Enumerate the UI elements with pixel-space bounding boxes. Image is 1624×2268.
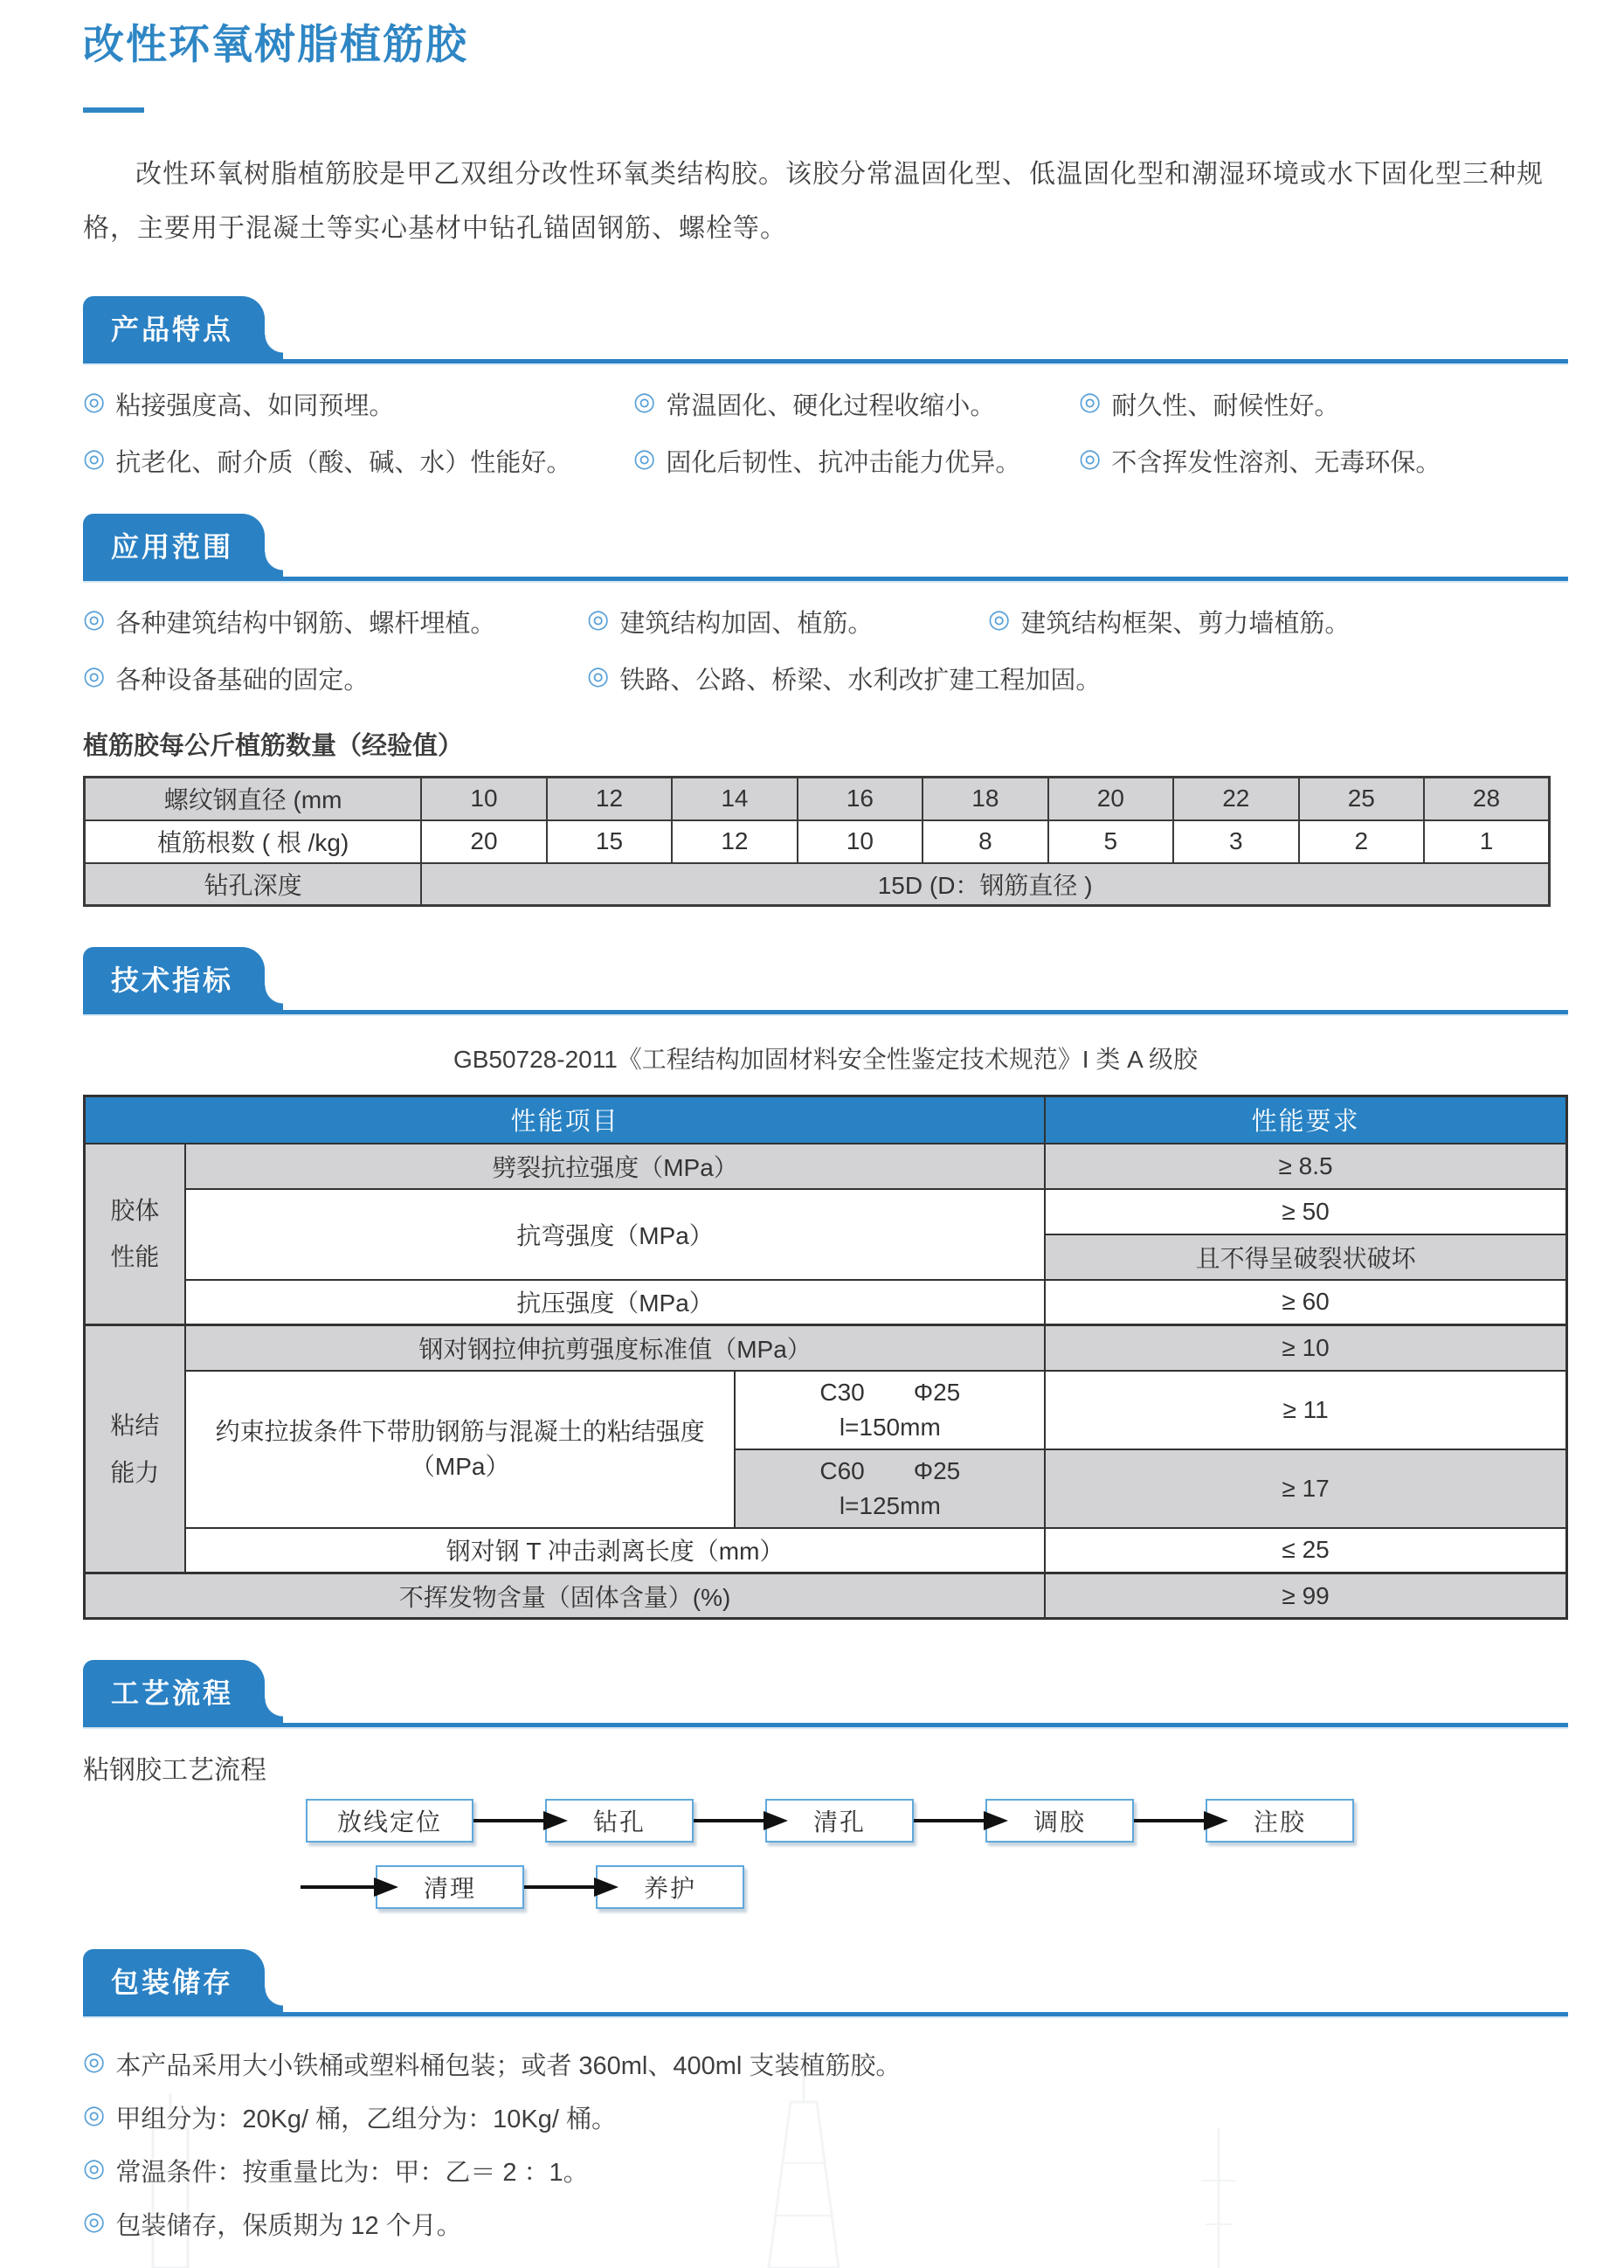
bullet-icon: ◎ xyxy=(587,605,610,633)
feature-text: 固化后韧性、抗冲击能力优异。 xyxy=(666,449,1021,477)
spec-item: 劈裂抗拉强度（MPa） xyxy=(185,1144,1045,1189)
diameter-cell: 14 xyxy=(672,778,797,820)
specs-table xyxy=(83,1095,1568,1620)
arrow-right-icon xyxy=(473,1819,545,1822)
bullet-icon: ◎ xyxy=(83,2048,106,2076)
diameter-cell: 12 xyxy=(547,778,672,820)
process-subtitle: 粘钢胶工艺流程 xyxy=(83,1756,266,1785)
spec-item: 钢对钢 T 冲击剥离长度（mm） xyxy=(185,1528,1045,1573)
bullet-icon: ◎ xyxy=(633,445,656,473)
arrow-right-icon xyxy=(914,1819,985,1822)
diameter-cell: 16 xyxy=(798,778,923,820)
spec-req: ≥ 10 xyxy=(1045,1325,1566,1371)
section-features xyxy=(83,296,1568,479)
count-cell: 8 xyxy=(923,820,1047,863)
bullet-icon: ◎ xyxy=(988,605,1011,633)
packaging-item xyxy=(83,2099,1568,2135)
rebar-table-caption: 植筋胶每公斤植筋数量（经验值） xyxy=(83,732,464,760)
packaging-text: 甲组分为：20Kg/ 桶，乙组分为：10Kg/ 桶。 xyxy=(115,2106,617,2133)
packaging-heading: 包装储存 xyxy=(111,1967,234,1998)
feature-item xyxy=(633,443,1079,479)
section-process xyxy=(83,1660,1568,1909)
bullet-icon: ◎ xyxy=(83,605,106,633)
table-row xyxy=(85,1573,1567,1619)
page-title: 改性环氧树脂植筋胶 xyxy=(83,21,468,67)
section-packaging xyxy=(83,1949,1568,2242)
applications-rule xyxy=(83,577,1568,581)
spec-item: 抗弯强度（MPa） xyxy=(185,1189,1045,1280)
features-heading: 产品特点 xyxy=(111,314,234,345)
applications-header xyxy=(83,514,1568,581)
feature-item xyxy=(83,386,633,422)
spec-req: ≥ 17 xyxy=(1045,1449,1566,1528)
applications-list xyxy=(83,604,1568,696)
bullet-icon: ◎ xyxy=(587,662,610,690)
count-cell: 12 xyxy=(672,820,797,863)
flow-step: 清理 xyxy=(376,1865,524,1909)
spec-item: 钢对钢拉伸抗剪强度标准值（MPa） xyxy=(185,1325,1045,1371)
depth-value-cell: 15D (D：钢筋直径 ) xyxy=(421,863,1549,906)
section-specs xyxy=(83,947,1568,1620)
diameter-cell: 10 xyxy=(421,778,546,820)
packaging-text: 常温条件：按重量比为：甲：乙＝ 2 ：1。 xyxy=(115,2159,589,2187)
count-cell: 20 xyxy=(421,820,546,863)
packaging-list xyxy=(83,2046,1568,2242)
count-cell: 5 xyxy=(1048,820,1173,863)
feature-text: 抗老化、耐介质（酸、碱、水）性能好。 xyxy=(115,449,572,477)
depth-label-cell: 钻孔深度 xyxy=(85,863,422,906)
specs-heading: 技术指标 xyxy=(111,965,234,996)
count-cell: 3 xyxy=(1173,820,1298,863)
bullet-icon: ◎ xyxy=(1079,388,1102,416)
spec-condition: C60 Φ25 l=125mm xyxy=(735,1449,1045,1528)
group-label-bond: 粘结能力 xyxy=(85,1325,185,1573)
table-row xyxy=(85,1280,1567,1325)
bullet-icon: ◎ xyxy=(83,445,106,473)
table-row xyxy=(85,1528,1567,1573)
col-header-item: 性能项目 xyxy=(85,1096,1046,1144)
flow-step: 清孔 xyxy=(765,1799,914,1843)
application-item xyxy=(587,604,988,640)
arrow-right-icon xyxy=(694,1819,765,1822)
rebar-table xyxy=(83,776,1551,907)
table-row xyxy=(85,1144,1567,1189)
specs-header xyxy=(83,947,1568,1014)
diameter-cell: 18 xyxy=(923,778,1047,820)
table-row xyxy=(85,778,1550,820)
spec-req: ≥ 11 xyxy=(1045,1371,1566,1449)
arrow-right-icon xyxy=(1134,1819,1206,1822)
spec-req: ≤ 25 xyxy=(1045,1528,1566,1573)
feature-text: 粘接强度高、如同预埋。 xyxy=(115,392,395,420)
spec-condition: C30 Φ25 l=150mm xyxy=(735,1371,1045,1449)
intro-paragraph: 改性环氧树脂植筋胶是甲乙双组分改性环氧类结构胶。该胶分常温固化型、低温固化型和潮湿环境或水下固化型三种规格，主要用于混凝土等实心基材中钻孔锚固钢筋、螺栓等。 xyxy=(83,160,1544,243)
section-applications xyxy=(83,514,1568,907)
application-text: 各种设备基础的固定。 xyxy=(115,667,370,695)
table-row xyxy=(85,863,1550,906)
features-tab xyxy=(83,296,265,359)
spec-item: 不挥发物含量（固体含量）(%) xyxy=(85,1573,1046,1619)
table-row xyxy=(85,1096,1567,1144)
packaging-text: 本产品采用大小铁桶或塑料桶包装；或者 360ml、400ml 支装植筋胶。 xyxy=(115,2052,902,2080)
count-label-cell: 植筋根数 ( 根 /kg) xyxy=(85,820,422,863)
group-label-body: 胶体性能 xyxy=(85,1144,185,1325)
spec-req: 且不得呈破裂状破坏 xyxy=(1045,1234,1566,1280)
spec-req: ≥ 50 xyxy=(1045,1189,1566,1234)
count-cell: 15 xyxy=(547,820,672,863)
bullet-icon: ◎ xyxy=(83,2208,106,2236)
flow-row-2 xyxy=(301,1865,1568,1909)
process-rule xyxy=(83,1723,1568,1727)
application-item xyxy=(83,660,587,696)
features-list xyxy=(83,386,1568,479)
feature-item xyxy=(1079,443,1568,479)
packaging-item xyxy=(83,2206,1568,2242)
process-heading: 工艺流程 xyxy=(111,1677,234,1709)
spec-item: 约束拉拔条件下带肋钢筋与混凝土的粘结强度 （MPa） xyxy=(185,1371,736,1528)
feature-item xyxy=(1079,386,1568,422)
applications-tab xyxy=(83,514,265,577)
applications-heading: 应用范围 xyxy=(111,531,234,563)
diameter-label-cell: 螺纹钢直径 (mm xyxy=(85,778,422,820)
bullet-icon: ◎ xyxy=(83,2154,106,2182)
feature-item xyxy=(83,443,633,479)
packaging-item xyxy=(83,2153,1568,2188)
application-item xyxy=(83,604,587,640)
packaging-header xyxy=(83,1949,1568,2016)
feature-item xyxy=(633,386,1079,422)
col-header-req: 性能要求 xyxy=(1045,1096,1566,1144)
diameter-cell: 25 xyxy=(1299,778,1424,820)
count-cell: 1 xyxy=(1424,820,1550,863)
flow-step: 注胶 xyxy=(1206,1799,1354,1843)
specs-tab xyxy=(83,947,265,1010)
application-text: 建筑结构框架、剪力墙植筋。 xyxy=(1020,610,1351,638)
feature-text: 不含挥发性溶剂、无毒环保。 xyxy=(1111,449,1441,477)
packaging-text: 包装储存，保质期为 12 个月。 xyxy=(115,2212,462,2240)
count-cell: 10 xyxy=(798,820,923,863)
table-row xyxy=(85,1189,1567,1234)
title-underline xyxy=(83,107,144,113)
spec-req: ≥ 8.5 xyxy=(1045,1144,1566,1189)
specs-rule xyxy=(83,1010,1568,1014)
flow-row-1 xyxy=(306,1799,1568,1843)
bullet-icon: ◎ xyxy=(1079,445,1102,473)
arrow-right-icon xyxy=(524,1885,596,1889)
feature-text: 耐久性、耐候性好。 xyxy=(1111,392,1340,420)
arrow-right-icon xyxy=(301,1885,376,1889)
application-item xyxy=(988,604,1568,640)
spec-req: ≥ 60 xyxy=(1045,1280,1566,1325)
table-row xyxy=(85,1371,1567,1449)
application-text: 建筑结构加固、植筋。 xyxy=(619,610,874,638)
bullet-icon: ◎ xyxy=(83,2101,106,2129)
bullet-icon: ◎ xyxy=(83,388,106,416)
flow-step: 调胶 xyxy=(985,1799,1134,1843)
features-header xyxy=(83,296,1568,363)
application-item xyxy=(587,660,1568,696)
application-text: 铁路、公路、桥梁、水利改扩建工程加固。 xyxy=(619,667,1102,695)
process-tab xyxy=(83,1660,265,1723)
diameter-cell: 22 xyxy=(1173,778,1298,820)
spec-req: ≥ 99 xyxy=(1045,1573,1566,1619)
packaging-tab xyxy=(83,1949,265,2012)
bullet-icon: ◎ xyxy=(633,388,656,416)
flow-step: 钻孔 xyxy=(545,1799,694,1843)
features-rule xyxy=(83,359,1568,363)
flow-step: 放线定位 xyxy=(306,1799,473,1843)
table-row xyxy=(85,820,1550,863)
packaging-item xyxy=(83,2046,1568,2082)
standard-note: GB50728-2011《工程结构加固材料安全性鉴定技术规范》I 类 A 级胶 xyxy=(453,1046,1199,1073)
count-cell: 2 xyxy=(1299,820,1424,863)
feature-text: 常温固化、硬化过程收缩小。 xyxy=(666,392,996,420)
spec-item: 抗压强度（MPa） xyxy=(185,1280,1045,1325)
diameter-cell: 28 xyxy=(1424,778,1550,820)
packaging-rule xyxy=(83,2012,1568,2016)
flow-step: 养护 xyxy=(596,1865,744,1909)
table-row xyxy=(85,1325,1567,1371)
diameter-cell: 20 xyxy=(1048,778,1173,820)
process-header xyxy=(83,1660,1568,1727)
bullet-icon: ◎ xyxy=(83,662,106,690)
application-text: 各种建筑结构中钢筋、螺杆埋植。 xyxy=(115,610,496,638)
